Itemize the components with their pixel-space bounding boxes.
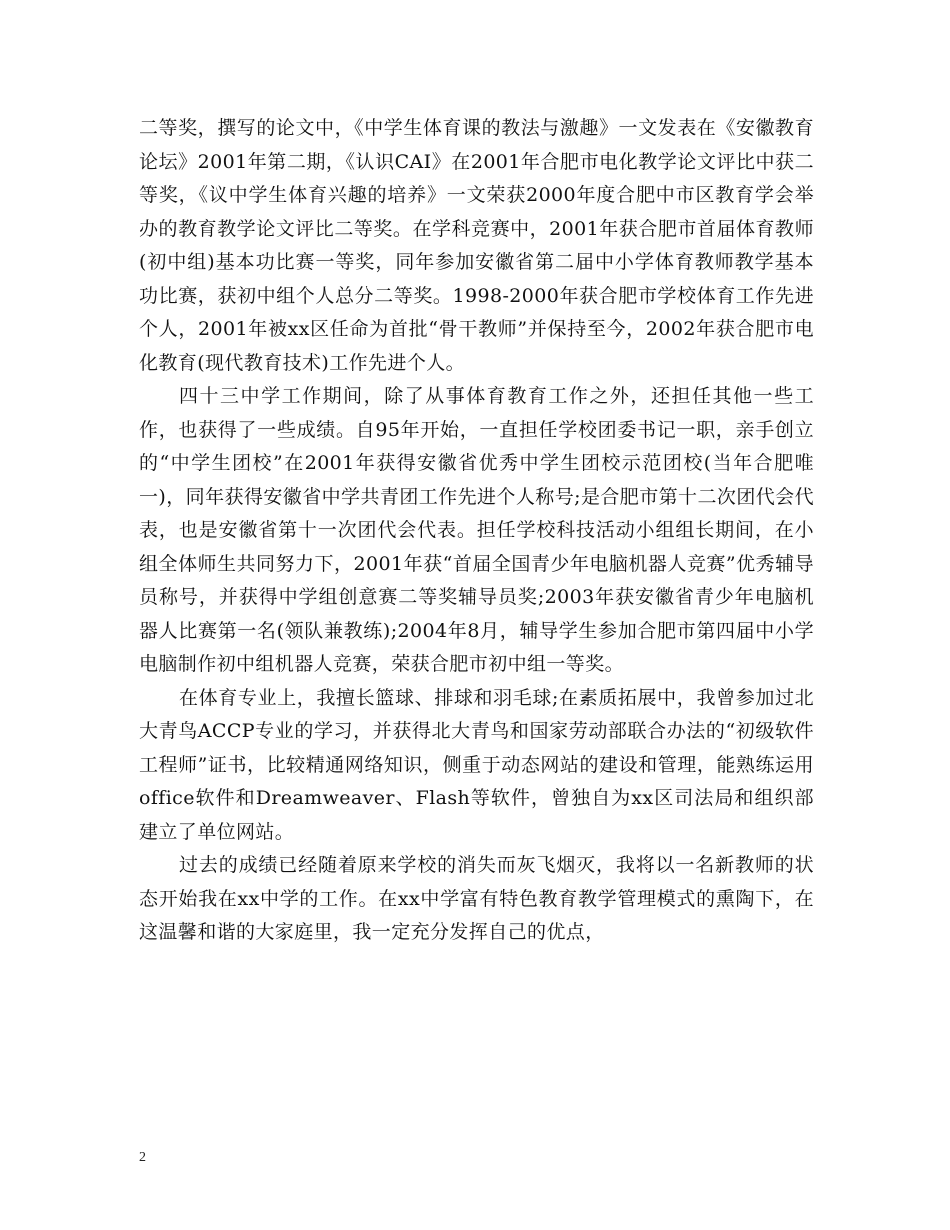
- paragraph-future: 过去的成绩已经随着原来学校的消失而灰飞烟灭，我将以一名新教师的状态开始我在xx中学的工作。在xx中学富有特色教育教学管理模式的熏陶下，在这温馨和谐的大家庭里，我一定充分发挥自己的优点，: [139, 854, 814, 943]
- paragraph-skills: 在体育专业上，我擅长篮球、排球和羽毛球;在素质拓展中，我曾参加过北大青鸟ACCP专业的学习，并获得北大青鸟和国家劳动部联合办法的“初级软件工程师”证书，比较精通网络知识，侧重于动态网站的建设和管理，能熟练运用office软件和Dreamweaver、Flash等软件，曾独自为xx区司法局和组织部建立了单位网站。: [139, 686, 814, 843]
- page-number: 2: [139, 1150, 146, 1165]
- document-body: [139, 112, 814, 950]
- paragraph-awards: 二等奖，撰写的论文中，《中学生体育课的教法与激趣》一文发表在《安徽教育论坛》2001年第二期，《认识CAI》在2001年合肥市电化教学论文评比中获二等奖，《议中学生体育兴趣的培养》一文荣获2000年度合肥中市区教育学会举办的教育教学论文评比二等奖。在学科竞赛中，2001年获合肥市首届体育教师(初中组)基本功比赛一等奖，同年参加安徽省第二届中小学体育教师教学基本功比赛，获初中组个人总分二等奖。1998-2000年获合肥市学校体育工作先进个人，2001年被xx区任命为首批“骨干教师”并保持至今，2002年获合肥市电化教育(现代教育技术)工作先进个人。: [139, 117, 814, 374]
- paragraph-school-work: 四十三中学工作期间，除了从事体育教育工作之外，还担任其他一些工作，也获得了一些成绩。自95年开始，一直担任学校团委书记一职，亲手创立的“中学生团校”在2001年获得安徽省优秀中学生团校示范团校(当年合肥唯一)，同年获得安徽省中学共青团工作先进个人称号;是合肥市第十二次团代会代表，也是安徽省第十一次团代会代表。担任学校科技活动小组组长期间，在小组全体师生共同努力下，2001年获“首届全国青少年电脑机器人竞赛”优秀辅导员称号，并获得中学组创意赛二等奖辅导员奖;2003年获安徽省青少年电脑机器人比赛第一名(领队兼教练);2004年8月，辅导学生参加合肥市第四届中小学电脑制作初中组机器人竞赛，荣获合肥市初中组一等奖。: [139, 385, 814, 675]
